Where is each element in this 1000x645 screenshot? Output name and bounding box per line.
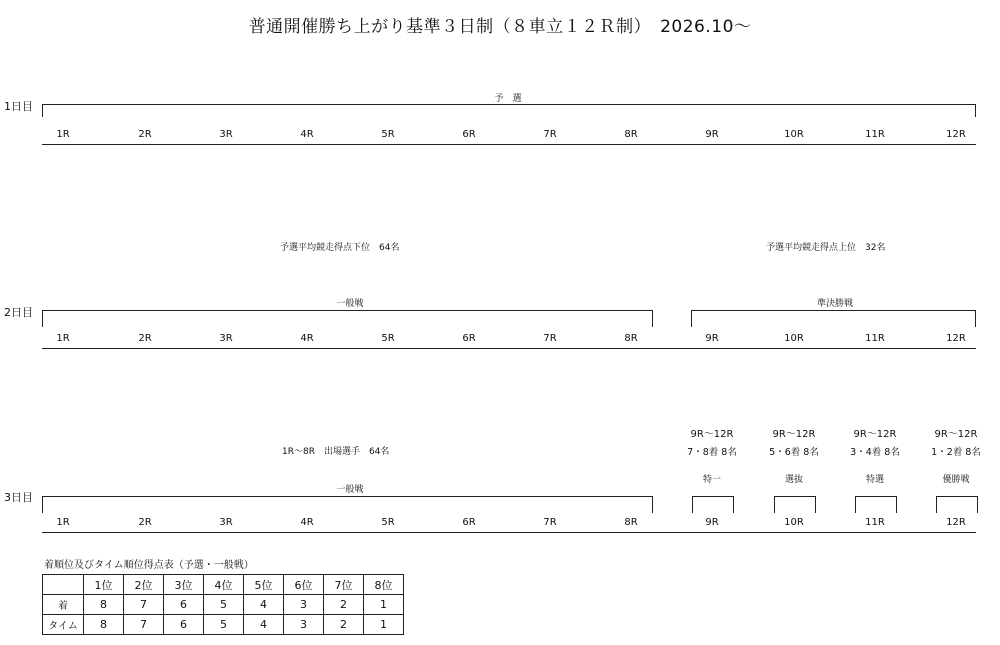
day2-race-row bbox=[42, 330, 976, 349]
table-body bbox=[43, 595, 404, 635]
final-label-4: 優勝戦 bbox=[942, 475, 970, 485]
final-cond-1: 7・8着 8名 bbox=[687, 447, 737, 458]
table-cell: 1 bbox=[364, 595, 404, 615]
table-cell: 3 bbox=[284, 615, 324, 635]
race-label-day3-8R: 8R bbox=[624, 517, 638, 528]
race-label-day1-3R: 3R bbox=[219, 129, 233, 140]
race-label-day2-5R: 5R bbox=[381, 333, 395, 344]
race-label-day3-4R: 4R bbox=[300, 517, 314, 528]
race-label-day1-9R: 9R bbox=[705, 129, 719, 140]
race-label-day2-1R: 1R bbox=[56, 333, 70, 344]
race-label-day3-10R: 10R bbox=[784, 517, 804, 528]
day2-note-right: 予選平均競走得点上位 32名 bbox=[766, 243, 886, 253]
race-label-day1-1R: 1R bbox=[56, 129, 70, 140]
race-label-day3-12R: 12R bbox=[946, 517, 966, 528]
table-header-cell: 5位 bbox=[244, 575, 284, 595]
day2-bracket-left bbox=[42, 310, 653, 327]
day3-bracket-left bbox=[42, 496, 653, 513]
race-label-day2-2R: 2R bbox=[138, 333, 152, 344]
table-cell: 1 bbox=[364, 615, 404, 635]
day-label-1: 1日目 bbox=[4, 100, 33, 113]
final-range-2: 9R～12R bbox=[772, 429, 816, 440]
final-bracket-1 bbox=[692, 496, 734, 513]
day2-bracket-right bbox=[691, 310, 976, 327]
race-label-day3-5R: 5R bbox=[381, 517, 395, 528]
race-label-day3-11R: 11R bbox=[865, 517, 885, 528]
table-cell: 7 bbox=[124, 615, 164, 635]
race-label-day3-7R: 7R bbox=[543, 517, 557, 528]
race-label-day2-10R: 10R bbox=[784, 333, 804, 344]
final-bracket-4 bbox=[936, 496, 978, 513]
final-label-1: 特一 bbox=[702, 475, 721, 485]
final-cond-2: 5・6着 8名 bbox=[769, 447, 819, 458]
table-cell: 6 bbox=[164, 615, 204, 635]
race-label-day2-4R: 4R bbox=[300, 333, 314, 344]
day-label-2: 2日目 bbox=[4, 306, 33, 319]
race-label-day3-6R: 6R bbox=[462, 517, 476, 528]
day1-race-row bbox=[42, 126, 976, 145]
final-label-3: 特選 bbox=[865, 475, 884, 485]
race-label-day1-10R: 10R bbox=[784, 129, 804, 140]
final-bracket-3 bbox=[855, 496, 897, 513]
day3-note-left: 1R～8R 出場選手 64名 bbox=[282, 447, 390, 457]
race-label-day2-11R: 11R bbox=[865, 333, 885, 344]
table-cell: 3 bbox=[284, 595, 324, 615]
race-label-day3-9R: 9R bbox=[705, 517, 719, 528]
race-label-day2-3R: 3R bbox=[219, 333, 233, 344]
table-row bbox=[43, 595, 404, 615]
table-row bbox=[43, 615, 404, 635]
table-header-cell: 2位 bbox=[124, 575, 164, 595]
race-label-day1-5R: 5R bbox=[381, 129, 395, 140]
table-header-row bbox=[43, 575, 404, 595]
race-label-day2-9R: 9R bbox=[705, 333, 719, 344]
table-header-cell: 7位 bbox=[324, 575, 364, 595]
race-label-day2-12R: 12R bbox=[946, 333, 966, 344]
table-cell: 6 bbox=[164, 595, 204, 615]
table-header-cell: 8位 bbox=[364, 575, 404, 595]
race-label-day1-2R: 2R bbox=[138, 129, 152, 140]
day1-bracket bbox=[42, 104, 976, 117]
table-cell: 4 bbox=[244, 615, 284, 635]
race-label-day2-8R: 8R bbox=[624, 333, 638, 344]
race-label-day3-1R: 1R bbox=[56, 517, 70, 528]
race-label-day1-11R: 11R bbox=[865, 129, 885, 140]
final-range-1: 9R～12R bbox=[690, 429, 734, 440]
day-label-3: 3日目 bbox=[4, 491, 33, 504]
table-cell: 8 bbox=[84, 595, 124, 615]
final-cond-3: 3・4着 8名 bbox=[850, 447, 900, 458]
final-cond-4: 1・2着 8名 bbox=[931, 447, 981, 458]
race-label-day3-2R: 2R bbox=[138, 517, 152, 528]
race-label-day1-6R: 6R bbox=[462, 129, 476, 140]
table-header-cell: 3位 bbox=[164, 575, 204, 595]
points-table bbox=[42, 574, 404, 635]
table-cell: 4 bbox=[244, 595, 284, 615]
page-title: 普通開催勝ち上がり基準３日制（８車立１２Ｒ制） 2026.10～ bbox=[248, 17, 752, 37]
table-header-cell: 6位 bbox=[284, 575, 324, 595]
table-caption: 着順位及びタイム順位得点表（予選・一般戦） bbox=[44, 560, 254, 571]
table-cell: 8 bbox=[84, 615, 124, 635]
day2-bracket-right-label: 準決勝戦 bbox=[816, 299, 853, 309]
day3-race-row bbox=[42, 514, 976, 533]
day1-bracket-label: 予 選 bbox=[494, 94, 522, 104]
day3-bracket-left-label: 一般戦 bbox=[336, 485, 364, 495]
table-cell: タイム bbox=[43, 615, 84, 635]
race-label-day2-6R: 6R bbox=[462, 333, 476, 344]
final-bracket-2 bbox=[774, 496, 816, 513]
table-header-cell bbox=[43, 575, 84, 595]
race-label-day3-3R: 3R bbox=[219, 517, 233, 528]
table-header-cell: 1位 bbox=[84, 575, 124, 595]
table-cell: 5 bbox=[204, 595, 244, 615]
final-range-3: 9R～12R bbox=[853, 429, 897, 440]
race-label-day1-7R: 7R bbox=[543, 129, 557, 140]
table-cell: 2 bbox=[324, 615, 364, 635]
day2-bracket-left-label: 一般戦 bbox=[336, 299, 364, 309]
day2-note-left: 予選平均競走得点下位 64名 bbox=[280, 243, 400, 253]
table-cell: 2 bbox=[324, 595, 364, 615]
table-cell: 5 bbox=[204, 615, 244, 635]
final-range-4: 9R～12R bbox=[934, 429, 978, 440]
race-label-day2-7R: 7R bbox=[543, 333, 557, 344]
final-label-2: 選抜 bbox=[784, 475, 803, 485]
table-cell: 7 bbox=[124, 595, 164, 615]
race-label-day1-4R: 4R bbox=[300, 129, 314, 140]
table-header-cell: 4位 bbox=[204, 575, 244, 595]
race-label-day1-8R: 8R bbox=[624, 129, 638, 140]
race-label-day1-12R: 12R bbox=[946, 129, 966, 140]
table-cell: 着 bbox=[43, 595, 84, 615]
